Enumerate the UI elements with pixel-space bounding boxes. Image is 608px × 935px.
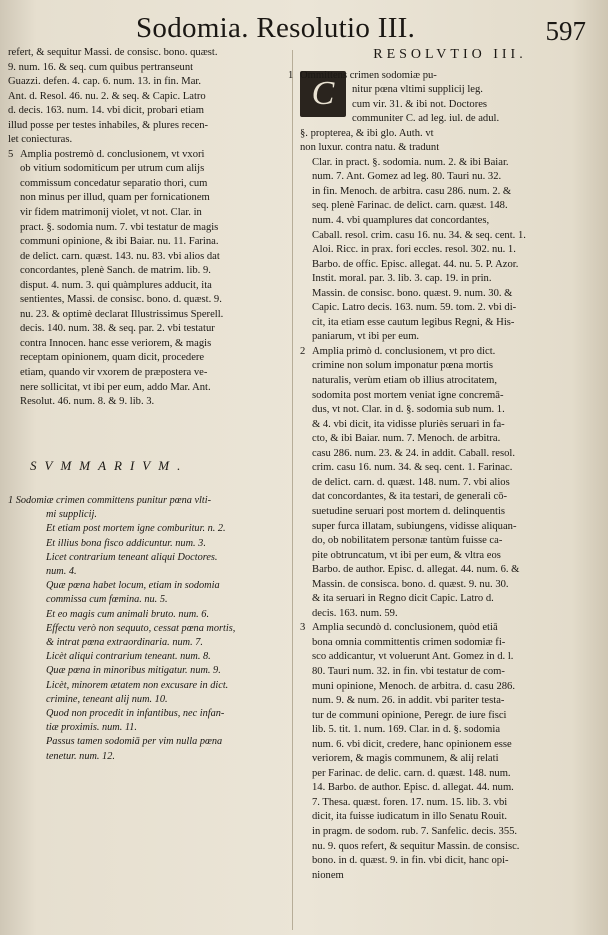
text-line: etiam, quando vir vxorem de præpostera ve- — [20, 367, 208, 379]
text-line-content: Amplia secundò d. conclusionem, quòd etiā — [312, 622, 498, 634]
text-line: super furca illatam, subiungens, vidisse aliquan- — [312, 520, 517, 532]
left-column — [8, 46, 276, 410]
text-line: Ant. d. Resol. 46. nu. 2. & seq. & Capic. Latro — [8, 90, 206, 102]
drop-cap: C — [300, 71, 346, 117]
text-line: cum vir. 31. & ibi not. Doctores — [352, 98, 488, 110]
text-line: sco addicantur, vt voluerunt Ant. Gomez in d. l. — [312, 651, 514, 663]
text-line: concordantes, plenè Sanch. de matrim. lib. 9. — [20, 265, 211, 277]
summary-item: Effectu verò non sequuto, cessat pœna mortis, — [46, 622, 236, 634]
running-title: Sodomia. Resolutio III. — [136, 12, 416, 44]
text-line: pract. §. sodomia num. 7. vbi testatur de magis — [20, 221, 219, 233]
summary-item: Licet contrarium teneant aliqui Doctores. — [46, 551, 218, 563]
text-line: dicit, ita fuisse iudicatum in illo Senatu Rouit. — [312, 811, 508, 823]
text-line-content: Amplia primò d. conclusionem, vt pro dict. — [312, 345, 496, 357]
summary-item: num. 4. — [46, 566, 77, 578]
text-line: Capic. Latro decis. 163. num. 59. tom. 2. vbi di- — [312, 302, 517, 314]
text-line: non minus per illud, quam per fornicationem — [20, 192, 210, 204]
summary-item: Passus tamen sodomiā per vim nulla pœna — [46, 736, 223, 748]
summary-item: 1 Sodomiæ crimen committens punitur pœna vlti- — [8, 495, 212, 506]
marginal-number: 5 — [8, 148, 14, 160]
right-column-body — [288, 69, 600, 884]
summary-heading: SVMMARIVM. — [30, 458, 189, 473]
text-line: Massin. de consisca. bono. d. quæst. 9. nu. 30. — [312, 578, 509, 590]
text-line: nionem — [312, 869, 344, 881]
right-column — [288, 47, 600, 883]
text-line: non luxur. contra natu. & tradunt — [300, 142, 440, 154]
summary-item: tenetur. num. 12. — [46, 750, 115, 762]
text-line: Caball. resol. crim. casu 16. nu. 34. & seq. cent. 1. — [312, 229, 526, 241]
text-line: dus, vt not. Clar. in d. §. sodomia sub num. 1. — [312, 404, 505, 416]
text-line: muni opinione, Menoch. de arbitra. d. casu 286. — [312, 680, 515, 692]
page-number: 597 — [545, 16, 586, 46]
column-gutter — [292, 50, 293, 930]
text-line — [288, 69, 600, 84]
text-line: Instit. moral. par. 3. lib. 3. cap. 19. in prin. — [312, 273, 492, 285]
section-heading: RESOLVTIO III. — [373, 47, 527, 62]
text-line: nu. 9. quos refert, & sequitur Massin. de consisc. — [312, 840, 520, 852]
text-line: tur de communi opinione, Peregr. de iure fisci — [312, 709, 507, 721]
summary-item: mi supplicij. — [46, 509, 97, 521]
text-line: casu 286. num. 23. & 24. in addit. Caball. resol. — [312, 447, 516, 459]
marginal-number: 2 — [300, 345, 306, 357]
summary-item: Quæ pœna in minoribus mitigatur. num. 9. — [46, 665, 221, 677]
text-line: num. 9. & num. 26. in addit. vbi pariter testa- — [312, 695, 505, 707]
summary-item: commissa cum fœmina. nu. 5. — [46, 594, 168, 606]
text-line: num. 7. Ant. Gomez ad leg. 80. Tauri nu. 32. — [312, 171, 502, 183]
text-line: crimine non solum imponatur pœna mortis — [312, 360, 493, 372]
text-line: Aloi. Ricc. in prax. fori eccles. resol. 302. nu. 1. — [312, 244, 516, 256]
text-line: 80. Tauri num. 32. in fin. vbi testatur de com- — [312, 665, 505, 677]
text-line: Guazzi. defen. 4. cap. 6. num. 13. in fin. Mar. — [8, 76, 201, 88]
text-line: de delict. carn. d. quæst. 148. num. 7. vbi alios — [312, 476, 510, 488]
text-line: & 4. vbi dicit, ita vidisse pluriès seruari in fa- — [312, 418, 505, 430]
summary-item: Quæ pœna habet locum, etiam in sodomia — [46, 580, 220, 592]
marginal-number: 1 — [288, 69, 294, 81]
text-line: let coniecturas. — [8, 134, 73, 146]
summary-item: Et eo magis cum animali bruto. num. 6. — [46, 608, 210, 620]
text-line: num. 4. vbi quamplures dat concordantes, — [312, 215, 490, 227]
text-line: & ita seruari in Regno dicit Capic. Latro d. — [312, 593, 494, 605]
text-line: do, ob nobilitatem personæ tantùm fuisse ca- — [312, 535, 503, 547]
text-line: cto, & ibi Baiar. num. 7. Menoch. de arbitra. — [312, 433, 501, 445]
text-line: vir fidem matrimonij violet, vt not. Clar. in — [20, 207, 202, 219]
text-line: Barbo. de author. Episc. d. allegat. 44. num. 6. & — [312, 564, 520, 576]
summary-item: Licèt aliqui contrarium teneant. num. 8. — [46, 651, 211, 663]
text-line: communiter C. ad leg. iul. de adul. — [352, 113, 500, 125]
text-line: decis. 140. num. 38. & seq. par. 2. vbi testatur — [20, 323, 215, 335]
summary-item: Et etiam post mortem igne comburitur. n. 2. — [46, 523, 226, 535]
text-line: sodomita post mortem veniat igne concremā- — [312, 389, 504, 401]
text-line: commissum concedatur separatio thori, cum — [20, 177, 208, 189]
text-line: refert, & sequitur Massi. de consisc. bono. quæst. — [8, 47, 218, 58]
text-line: per Farinac. de delic. carn. d. quæst. 148. num. — [312, 767, 511, 779]
text-line: decis. 163. num. 59. — [312, 607, 398, 619]
summary-item: tiæ proximis. num. 11. — [46, 722, 137, 734]
text-line — [300, 621, 600, 636]
text-line: nere sollicitat, vt ibi per eum, addo Mar. Ant. — [20, 381, 211, 393]
text-line: bono. in d. quæst. 9. in fin. vbi dicit, hanc opi- — [312, 855, 509, 867]
text-line: pite obtruncatum, vt ibi per eum, & vltra eos — [312, 549, 501, 561]
text-line: lib. 5. tit. 1. num. 169. Clar. in d. §. sodomia — [312, 724, 501, 736]
summary-item: Quod non procedit in infantibus, nec infan- — [46, 708, 225, 720]
text-line: Massin. de consisc. bono. quæst. 9. num. 30. & — [312, 287, 513, 299]
text-line: 5 Amplia postremò d. conclusionem, vt vxori — [8, 148, 276, 163]
text-line: naturalis, verùm etiam ob illius atrocitatem, — [312, 375, 498, 387]
text-line: 14. Barbo. de author. Episc. d. allegat. 44. num. — [312, 782, 514, 794]
text-line: contra Innocen. hanc esse veriorem, & magis — [20, 337, 212, 349]
text-line: paniarum, vt ibi per eum. — [312, 331, 420, 343]
text-line: cit, ita etiam esse cautum legibus Regni, & His- — [312, 316, 515, 328]
text-line: Clar. in pract. §. sodomia. num. 2. & ibi Baiar. — [312, 156, 509, 168]
text-line: num. 6. vbi dicit, credere, hanc opinionem esse — [312, 738, 512, 750]
text-line: receptam opinionem, quam dicit, procedere — [20, 352, 205, 364]
text-line: §. propterea, & ibi glo. Auth. vt — [300, 127, 434, 139]
text-line: seq. plenè Farinac. de delict. carn. quæst. 148. — [312, 200, 508, 212]
text-line-content: Ommittens crimen sodomiæ pu- — [300, 69, 437, 81]
text-line: sentientes, Massi. de consisc. bono. d. quæst. 9. — [20, 294, 222, 306]
text-line: bona omnia committentis crimen sodomiæ fi- — [312, 636, 506, 648]
text-line: in pragm. de sodom. rub. 7. Sanfelic. decis. 355. — [312, 825, 518, 837]
text-line: nitur pœna vltimi supplicij leg. — [352, 84, 483, 96]
text-line: in fin. Menoch. de arbitra. casu 286. num. 2. & — [312, 185, 512, 197]
text-line: ob vitium sodomiticum per utrum cum alijs — [20, 163, 205, 175]
summary-item: Et illius bona fisco addicuntur. num. 3. — [46, 537, 206, 549]
text-line: illud posse per testes inhabiles, & plures recen- — [8, 119, 209, 131]
marginal-number: 3 — [300, 622, 306, 634]
text-line: crim. casu 16. num. 34. & seq. cent. 1. Farinac. — [312, 462, 513, 474]
text-line: nu. 23. & optimè declarat Illustrissimus Sperell. — [20, 308, 224, 320]
text-line: 7. Thesa. quæst. foren. 17. num. 15. lib. 3. vbi — [312, 796, 508, 808]
text-line: veriorem, & magis communem, & alij relati — [312, 753, 499, 765]
running-head — [0, 8, 608, 48]
text-line: 9. num. 16. & seq. cum quibus pertranseunt — [8, 61, 194, 73]
summary-item: Licèt, minorem ætatem non excusare in dict. — [46, 679, 229, 691]
summary-list — [8, 494, 276, 764]
text-line: Barbo. de offic. Episc. allegat. 44. nu. 5. P. Azor. — [312, 258, 519, 270]
text-line: Resolut. 46. num. 8. & 9. lib. 3. — [20, 396, 155, 408]
text-line: de delict. carn. quæst. 143. nu. 83. vbi alios dat — [20, 250, 220, 262]
summary-item: crimine, teneant alij num. 10. — [46, 693, 168, 705]
summary-item: & intrat pœna extraordinaria. num. 7. — [46, 637, 203, 649]
text-line: communi opinione, & ibi Baiar. nu. 11. Farina. — [20, 236, 219, 248]
text-line: dat concordantes, & ita testari, de generali cō- — [312, 491, 508, 503]
text-line: disput. 4. num. 3. qui quàmplures adducit, ita — [20, 279, 212, 291]
text-line — [300, 345, 600, 360]
text-line: d. decis. 163. num. 14. vbi dicit, probari etiam — [8, 105, 204, 117]
text-line: suetudine seruari post mortem d. delinquentis — [312, 505, 506, 517]
